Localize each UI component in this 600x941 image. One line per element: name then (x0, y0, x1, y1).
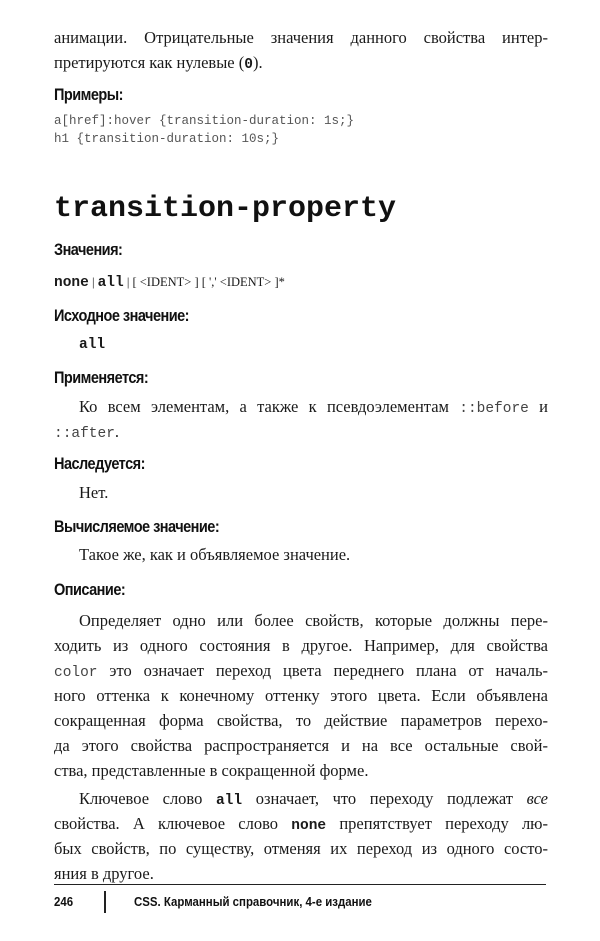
intro-line (54, 53, 548, 75)
example-code-line: a[href]:hover {transition-duration: 1s;} (54, 114, 355, 128)
text-run: сокращенная форма свойства, то действие параметров перехо- (54, 711, 548, 730)
inline-code: all (97, 275, 124, 291)
text-run: Ключевое слово (79, 789, 216, 808)
description-heading: Описание: (54, 581, 126, 599)
description-line (54, 839, 548, 859)
applies-line (79, 397, 548, 419)
intro-line (54, 28, 548, 48)
description-line (54, 814, 548, 836)
examples-heading: Примеры: (54, 86, 123, 104)
initial-heading: Исходное значение: (54, 307, 189, 325)
text-run: означает, что переходу подлежат (242, 789, 527, 808)
description-line (54, 711, 548, 731)
initial-value-code: all (79, 337, 106, 353)
inherited-heading: Наследуется: (54, 455, 145, 473)
applies-line (54, 422, 548, 444)
description-line (54, 736, 548, 756)
text-run: . (114, 422, 120, 441)
footer-rule (54, 884, 546, 885)
property-title: transition-property (54, 192, 397, 226)
description-line (79, 789, 548, 811)
inherited-value: Нет. (79, 483, 109, 502)
applies-heading: Применяется: (54, 369, 149, 387)
example-code-line: h1 {transition-duration: 10s;} (54, 132, 280, 146)
inline-code: ::after (54, 426, 115, 442)
inline-code: ::before (459, 401, 529, 417)
computed-heading: Вычисляемое значение: (54, 518, 220, 536)
inline-code: all (215, 793, 243, 809)
inline-code: 0 (244, 57, 253, 73)
text-run: Ко всем элементам, а также к псевдоэлементам (79, 397, 460, 416)
inline-code: none (291, 818, 327, 834)
inline-code: none (54, 275, 89, 291)
description-line (54, 636, 548, 656)
computed-value: Такое же, как и объявляемое значение. (79, 545, 351, 564)
text-run: анимации. Отрицательные значения данного свойства интер- (54, 28, 548, 47)
description-line (54, 661, 548, 683)
text-run: | (88, 275, 98, 289)
page-number: 246 (54, 894, 74, 909)
description-line (79, 611, 548, 631)
text-run: бых свойств, по существу, отменяя их переход из одного состо- (54, 839, 548, 858)
text-run: ). (252, 53, 263, 72)
description-line (54, 864, 548, 884)
text-run: претируются как нулевые ( (54, 53, 245, 72)
initial-value (79, 333, 548, 355)
footer-divider (104, 891, 106, 913)
text-run: ходить из одного состояния в другое. Например, для свойства (54, 636, 548, 655)
text-run: свойства. А ключевое слово (54, 814, 292, 833)
text-run: ного оттенка к конечному оттенку этого цвета. Если объявлена (54, 686, 548, 705)
text-run: яния в другое. (54, 864, 154, 883)
values-syntax (54, 272, 548, 293)
inline-code: color (54, 665, 98, 681)
description-line (54, 761, 548, 781)
values-heading: Значения: (54, 241, 123, 259)
text-run: препятствует переходу лю- (326, 814, 549, 833)
description-line (54, 686, 548, 706)
emphasis-text: все (526, 789, 548, 808)
text-run: и (528, 397, 548, 416)
text-run: да этого свойства распространяется и на все остальные свой- (54, 736, 548, 755)
text-run: это означает переход цвета переднего плана от началь- (97, 661, 548, 680)
text-run: Определяет одно или более свойств, которые должны пере- (79, 611, 548, 630)
text-run: ства, представленные в сокращенной форме. (54, 761, 369, 780)
text-run: | [ <IDENT> ] [ ',' <IDENT> ]* (123, 275, 285, 289)
book-title: CSS. Карманный справочник, 4-е издание (134, 894, 372, 909)
